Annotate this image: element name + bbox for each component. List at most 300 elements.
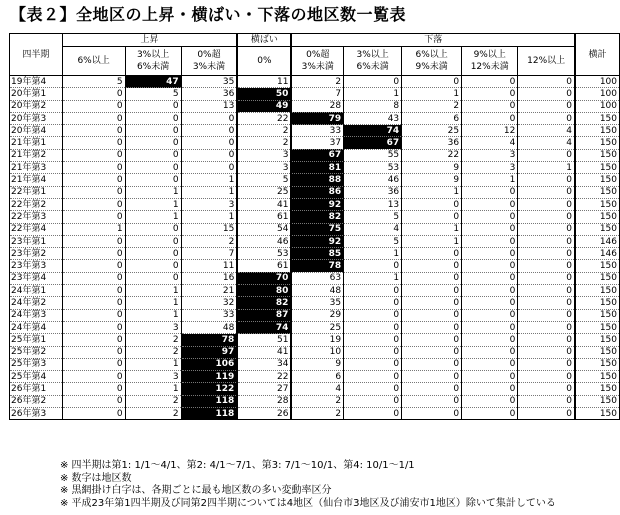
count-cell: 88 <box>291 174 343 186</box>
count-cell: 87 <box>237 309 291 321</box>
table-row <box>10 285 620 297</box>
period-cell: 24年第4 <box>10 321 63 333</box>
count-cell: 2 <box>237 125 291 137</box>
count-cell: 19 <box>291 334 343 346</box>
count-cell: 0 <box>518 100 575 112</box>
count-cell: 0 <box>125 248 181 260</box>
period-cell: 24年第1 <box>10 285 63 297</box>
count-cell: 3 <box>462 149 518 161</box>
count-cell: 0 <box>518 211 575 223</box>
land-price-table <box>9 33 620 420</box>
count-cell: 36 <box>181 88 237 100</box>
count-cell: 0 <box>402 358 462 370</box>
count-cell: 61 <box>237 260 291 272</box>
count-cell: 82 <box>237 297 291 309</box>
count-cell: 0 <box>344 321 402 333</box>
count-cell: 0 <box>62 112 125 124</box>
table-row <box>10 186 620 198</box>
count-cell: 0 <box>62 285 125 297</box>
count-cell: 0 <box>181 112 237 124</box>
count-cell: 9 <box>402 174 462 186</box>
count-cell: 0 <box>518 186 575 198</box>
count-cell: 0 <box>462 235 518 247</box>
count-cell: 25 <box>402 125 462 137</box>
count-cell: 1 <box>402 88 462 100</box>
period-cell: 23年第1 <box>10 235 63 247</box>
period-cell: 23年第2 <box>10 248 63 260</box>
count-cell: 27 <box>237 383 291 395</box>
count-cell: 3 <box>462 162 518 174</box>
total-cell: 150 <box>575 211 620 223</box>
table-row <box>10 358 620 370</box>
count-cell: 0 <box>402 272 462 284</box>
count-cell: 1 <box>402 235 462 247</box>
count-cell: 0 <box>462 272 518 284</box>
count-cell: 48 <box>181 321 237 333</box>
count-cell: 78 <box>291 260 343 272</box>
table-row <box>10 162 620 174</box>
table-row <box>10 309 620 321</box>
count-cell: 55 <box>344 149 402 161</box>
table-row <box>10 149 620 161</box>
total-cell: 100 <box>575 88 620 100</box>
period-cell: 20年第1 <box>10 88 63 100</box>
count-cell: 118 <box>181 395 237 407</box>
count-cell: 0 <box>462 383 518 395</box>
footnote: ※ 黒網掛け白字は、各期ごとに最も地区数の多い変動率区分 <box>60 485 332 496</box>
count-cell: 0 <box>62 272 125 284</box>
total-cell: 150 <box>575 371 620 383</box>
period-cell: 23年第3 <box>10 260 63 272</box>
count-cell: 7 <box>291 88 343 100</box>
count-cell: 0 <box>344 309 402 321</box>
count-cell: 0 <box>518 321 575 333</box>
count-cell: 0 <box>62 198 125 210</box>
count-cell: 50 <box>237 88 291 100</box>
count-cell: 0 <box>62 137 125 149</box>
count-cell: 0 <box>518 198 575 210</box>
total-cell: 150 <box>575 272 620 284</box>
count-cell: 3 <box>237 149 291 161</box>
count-cell: 0 <box>125 125 181 137</box>
count-cell: 0 <box>125 235 181 247</box>
count-cell: 0 <box>402 371 462 383</box>
total-cell: 150 <box>575 309 620 321</box>
count-cell: 11 <box>237 76 291 88</box>
count-cell: 0 <box>518 285 575 297</box>
count-cell: 0 <box>62 174 125 186</box>
count-cell: 0 <box>462 358 518 370</box>
count-cell: 1 <box>344 88 402 100</box>
table-row <box>10 88 620 100</box>
count-cell: 75 <box>291 223 343 235</box>
count-cell: 0 <box>344 358 402 370</box>
count-cell: 1 <box>344 272 402 284</box>
period-cell: 25年第3 <box>10 358 63 370</box>
period-cell: 22年第2 <box>10 198 63 210</box>
count-cell: 9 <box>402 162 462 174</box>
count-cell: 33 <box>181 309 237 321</box>
total-cell: 146 <box>575 235 620 247</box>
total-cell: 150 <box>575 408 620 420</box>
count-cell: 0 <box>344 285 402 297</box>
count-cell: 25 <box>291 321 343 333</box>
count-cell: 36 <box>402 137 462 149</box>
count-cell: 6 <box>402 112 462 124</box>
count-cell: 0 <box>62 235 125 247</box>
count-cell: 1 <box>62 223 125 235</box>
count-cell: 28 <box>237 395 291 407</box>
table-row <box>10 321 620 333</box>
count-cell: 0 <box>344 76 402 88</box>
count-cell: 1 <box>344 248 402 260</box>
period-cell: 21年第3 <box>10 162 63 174</box>
table-row <box>10 211 620 223</box>
count-cell: 1 <box>402 186 462 198</box>
count-cell: 85 <box>291 248 343 260</box>
table-row <box>10 137 620 149</box>
count-cell: 2 <box>291 408 343 420</box>
count-cell: 11 <box>181 260 237 272</box>
count-cell: 67 <box>291 149 343 161</box>
count-cell: 2 <box>237 137 291 149</box>
period-cell: 19年第4 <box>10 76 63 88</box>
count-cell: 97 <box>181 346 237 358</box>
count-cell: 1 <box>125 297 181 309</box>
total-cell: 150 <box>575 346 620 358</box>
count-cell: 16 <box>181 272 237 284</box>
count-cell: 1 <box>181 186 237 198</box>
count-cell: 0 <box>125 149 181 161</box>
count-cell: 0 <box>518 408 575 420</box>
count-cell: 0 <box>518 395 575 407</box>
count-cell: 3 <box>181 198 237 210</box>
total-cell: 150 <box>575 297 620 309</box>
count-cell: 0 <box>518 297 575 309</box>
count-cell: 0 <box>402 346 462 358</box>
count-cell: 2 <box>125 334 181 346</box>
count-cell: 63 <box>291 272 343 284</box>
count-cell: 0 <box>462 112 518 124</box>
table-row <box>10 125 620 137</box>
count-cell: 0 <box>402 76 462 88</box>
count-cell: 46 <box>344 174 402 186</box>
count-cell: 0 <box>518 334 575 346</box>
count-cell: 53 <box>237 248 291 260</box>
subheader-cell: 9%以上 12%未満 <box>462 47 518 76</box>
period-cell: 25年第2 <box>10 346 63 358</box>
subheader-cell: 0% <box>237 47 291 76</box>
total-cell: 150 <box>575 383 620 395</box>
count-cell: 34 <box>237 358 291 370</box>
count-cell: 0 <box>518 248 575 260</box>
total-cell: 150 <box>575 186 620 198</box>
count-cell: 4 <box>518 137 575 149</box>
count-cell: 0 <box>518 383 575 395</box>
count-cell: 0 <box>62 395 125 407</box>
count-cell: 35 <box>181 76 237 88</box>
table-row <box>10 174 620 186</box>
count-cell: 22 <box>237 371 291 383</box>
count-cell: 0 <box>462 100 518 112</box>
count-cell: 0 <box>518 371 575 383</box>
subheader-cell: 3%以上 6%未満 <box>125 47 181 76</box>
count-cell: 41 <box>237 198 291 210</box>
count-cell: 0 <box>462 309 518 321</box>
subheader-cell: 3%以上 6%未満 <box>344 47 402 76</box>
count-cell: 15 <box>181 223 237 235</box>
count-cell: 0 <box>402 285 462 297</box>
count-cell: 0 <box>462 260 518 272</box>
period-cell: 24年第2 <box>10 297 63 309</box>
count-cell: 13 <box>181 100 237 112</box>
count-cell: 9 <box>291 358 343 370</box>
count-cell: 0 <box>462 186 518 198</box>
count-cell: 0 <box>181 125 237 137</box>
table-row <box>10 248 620 260</box>
total-cell: 150 <box>575 174 620 186</box>
count-cell: 0 <box>62 186 125 198</box>
count-cell: 2 <box>291 76 343 88</box>
count-cell: 0 <box>462 223 518 235</box>
count-cell: 86 <box>291 186 343 198</box>
table-row <box>10 395 620 407</box>
count-cell: 2 <box>125 395 181 407</box>
count-cell: 119 <box>181 371 237 383</box>
count-cell: 22 <box>237 112 291 124</box>
count-cell: 0 <box>344 395 402 407</box>
count-cell: 0 <box>462 408 518 420</box>
subheader-cell: 0%超 3%未満 <box>181 47 237 76</box>
count-cell: 48 <box>291 285 343 297</box>
table-row <box>10 223 620 235</box>
count-cell: 0 <box>344 297 402 309</box>
count-cell: 0 <box>518 272 575 284</box>
count-cell: 1 <box>125 198 181 210</box>
subheader-cell: 6%以上 9%未満 <box>402 47 462 76</box>
count-cell: 80 <box>237 285 291 297</box>
count-cell: 0 <box>462 346 518 358</box>
table-row <box>10 371 620 383</box>
count-cell: 0 <box>402 297 462 309</box>
count-cell: 0 <box>344 371 402 383</box>
period-cell: 21年第2 <box>10 149 63 161</box>
table-row <box>10 100 620 112</box>
period-cell: 20年第4 <box>10 125 63 137</box>
count-cell: 4 <box>518 125 575 137</box>
count-cell: 0 <box>344 408 402 420</box>
footnote: ※ 四半期は第1: 1/1～4/1、第2: 4/1～7/1、第3: 7/1～10/1、第4: 10/1～1/1 <box>60 460 415 471</box>
count-cell: 29 <box>291 309 343 321</box>
count-cell: 0 <box>344 383 402 395</box>
count-cell: 36 <box>344 186 402 198</box>
count-cell: 1 <box>125 358 181 370</box>
count-cell: 2 <box>291 395 343 407</box>
count-cell: 0 <box>125 174 181 186</box>
total-cell: 100 <box>575 100 620 112</box>
header-period: 四半期 <box>10 34 63 76</box>
count-cell: 0 <box>402 383 462 395</box>
count-cell: 0 <box>62 88 125 100</box>
total-cell: 150 <box>575 137 620 149</box>
count-cell: 70 <box>237 272 291 284</box>
count-cell: 13 <box>344 198 402 210</box>
count-cell: 118 <box>181 408 237 420</box>
subheader-cell: 6%以上 <box>62 47 125 76</box>
count-cell: 78 <box>181 334 237 346</box>
count-cell: 0 <box>518 309 575 321</box>
count-cell: 0 <box>462 371 518 383</box>
total-cell: 150 <box>575 162 620 174</box>
count-cell: 1 <box>402 223 462 235</box>
count-cell: 0 <box>462 248 518 260</box>
count-cell: 0 <box>62 297 125 309</box>
period-cell: 26年第1 <box>10 383 63 395</box>
count-cell: 0 <box>125 100 181 112</box>
count-cell: 0 <box>125 260 181 272</box>
period-cell: 20年第3 <box>10 112 63 124</box>
count-cell: 0 <box>125 137 181 149</box>
header-total: 横計 <box>575 34 620 76</box>
table-row <box>10 297 620 309</box>
count-cell: 26 <box>237 408 291 420</box>
count-cell: 0 <box>462 285 518 297</box>
count-cell: 0 <box>181 137 237 149</box>
count-cell: 0 <box>518 235 575 247</box>
count-cell: 0 <box>181 149 237 161</box>
count-cell: 3 <box>125 321 181 333</box>
count-cell: 0 <box>518 174 575 186</box>
table-row <box>10 112 620 124</box>
count-cell: 0 <box>125 272 181 284</box>
count-cell: 0 <box>344 260 402 272</box>
count-cell: 74 <box>237 321 291 333</box>
page-title: 【表２】全地区の上昇・横ばい・下落の地区数一覧表 <box>10 5 407 24</box>
count-cell: 0 <box>62 125 125 137</box>
count-cell: 79 <box>291 112 343 124</box>
count-cell: 37 <box>291 137 343 149</box>
count-cell: 6 <box>291 371 343 383</box>
count-cell: 25 <box>237 186 291 198</box>
count-cell: 51 <box>237 334 291 346</box>
period-cell: 25年第4 <box>10 371 63 383</box>
table-row <box>10 260 620 272</box>
total-cell: 150 <box>575 321 620 333</box>
period-cell: 24年第3 <box>10 309 63 321</box>
footnote: ※ 数字は地区数 <box>60 472 132 484</box>
table-row <box>10 272 620 284</box>
count-cell: 67 <box>344 137 402 149</box>
count-cell: 49 <box>237 100 291 112</box>
count-cell: 46 <box>237 235 291 247</box>
total-cell: 150 <box>575 125 620 137</box>
count-cell: 0 <box>402 408 462 420</box>
subheader-cell: 12%以上 <box>518 47 575 76</box>
period-cell: 23年第4 <box>10 272 63 284</box>
table-row <box>10 408 620 420</box>
count-cell: 54 <box>237 223 291 235</box>
count-cell: 3 <box>237 162 291 174</box>
count-cell: 0 <box>62 248 125 260</box>
subheader-cell: 0%超 3%未満 <box>291 47 343 76</box>
count-cell: 2 <box>125 346 181 358</box>
count-cell: 1 <box>125 309 181 321</box>
table-row <box>10 334 620 346</box>
count-cell: 0 <box>344 334 402 346</box>
period-cell: 26年第3 <box>10 408 63 420</box>
total-cell: 150 <box>575 285 620 297</box>
count-cell: 0 <box>518 112 575 124</box>
count-cell: 0 <box>462 334 518 346</box>
count-cell: 0 <box>402 211 462 223</box>
count-cell: 0 <box>402 309 462 321</box>
total-cell: 150 <box>575 358 620 370</box>
count-cell: 1 <box>125 211 181 223</box>
total-cell: 150 <box>575 149 620 161</box>
count-cell: 0 <box>125 223 181 235</box>
count-cell: 5 <box>344 211 402 223</box>
count-cell: 0 <box>62 309 125 321</box>
period-cell: 21年第4 <box>10 174 63 186</box>
count-cell: 0 <box>402 321 462 333</box>
count-cell: 8 <box>344 100 402 112</box>
count-cell: 0 <box>518 88 575 100</box>
count-cell: 21 <box>181 285 237 297</box>
period-cell: 22年第1 <box>10 186 63 198</box>
header-fall: 下落 <box>291 34 575 47</box>
count-cell: 0 <box>462 211 518 223</box>
period-cell: 21年第1 <box>10 137 63 149</box>
count-cell: 0 <box>462 297 518 309</box>
count-cell: 0 <box>344 346 402 358</box>
count-cell: 0 <box>462 198 518 210</box>
period-cell: 26年第2 <box>10 395 63 407</box>
footnotes <box>60 460 556 510</box>
count-cell: 0 <box>462 76 518 88</box>
count-cell: 4 <box>344 223 402 235</box>
count-cell: 0 <box>125 162 181 174</box>
count-cell: 74 <box>344 125 402 137</box>
count-cell: 0 <box>518 358 575 370</box>
count-cell: 4 <box>291 383 343 395</box>
total-cell: 150 <box>575 112 620 124</box>
count-cell: 122 <box>181 383 237 395</box>
count-cell: 43 <box>344 112 402 124</box>
count-cell: 1 <box>125 383 181 395</box>
count-cell: 4 <box>462 137 518 149</box>
count-cell: 0 <box>181 162 237 174</box>
table-row <box>10 76 620 88</box>
total-cell: 146 <box>575 248 620 260</box>
count-cell: 2 <box>181 235 237 247</box>
count-cell: 2 <box>402 100 462 112</box>
count-cell: 0 <box>62 408 125 420</box>
count-cell: 0 <box>462 88 518 100</box>
total-cell: 150 <box>575 260 620 272</box>
total-cell: 150 <box>575 334 620 346</box>
count-cell: 0 <box>62 358 125 370</box>
count-cell: 0 <box>518 149 575 161</box>
count-cell: 0 <box>62 383 125 395</box>
count-cell: 81 <box>291 162 343 174</box>
count-cell: 35 <box>291 297 343 309</box>
total-cell: 150 <box>575 395 620 407</box>
count-cell: 1 <box>181 174 237 186</box>
count-cell: 0 <box>402 334 462 346</box>
count-cell: 0 <box>462 395 518 407</box>
count-cell: 12 <box>462 125 518 137</box>
count-cell: 0 <box>62 162 125 174</box>
